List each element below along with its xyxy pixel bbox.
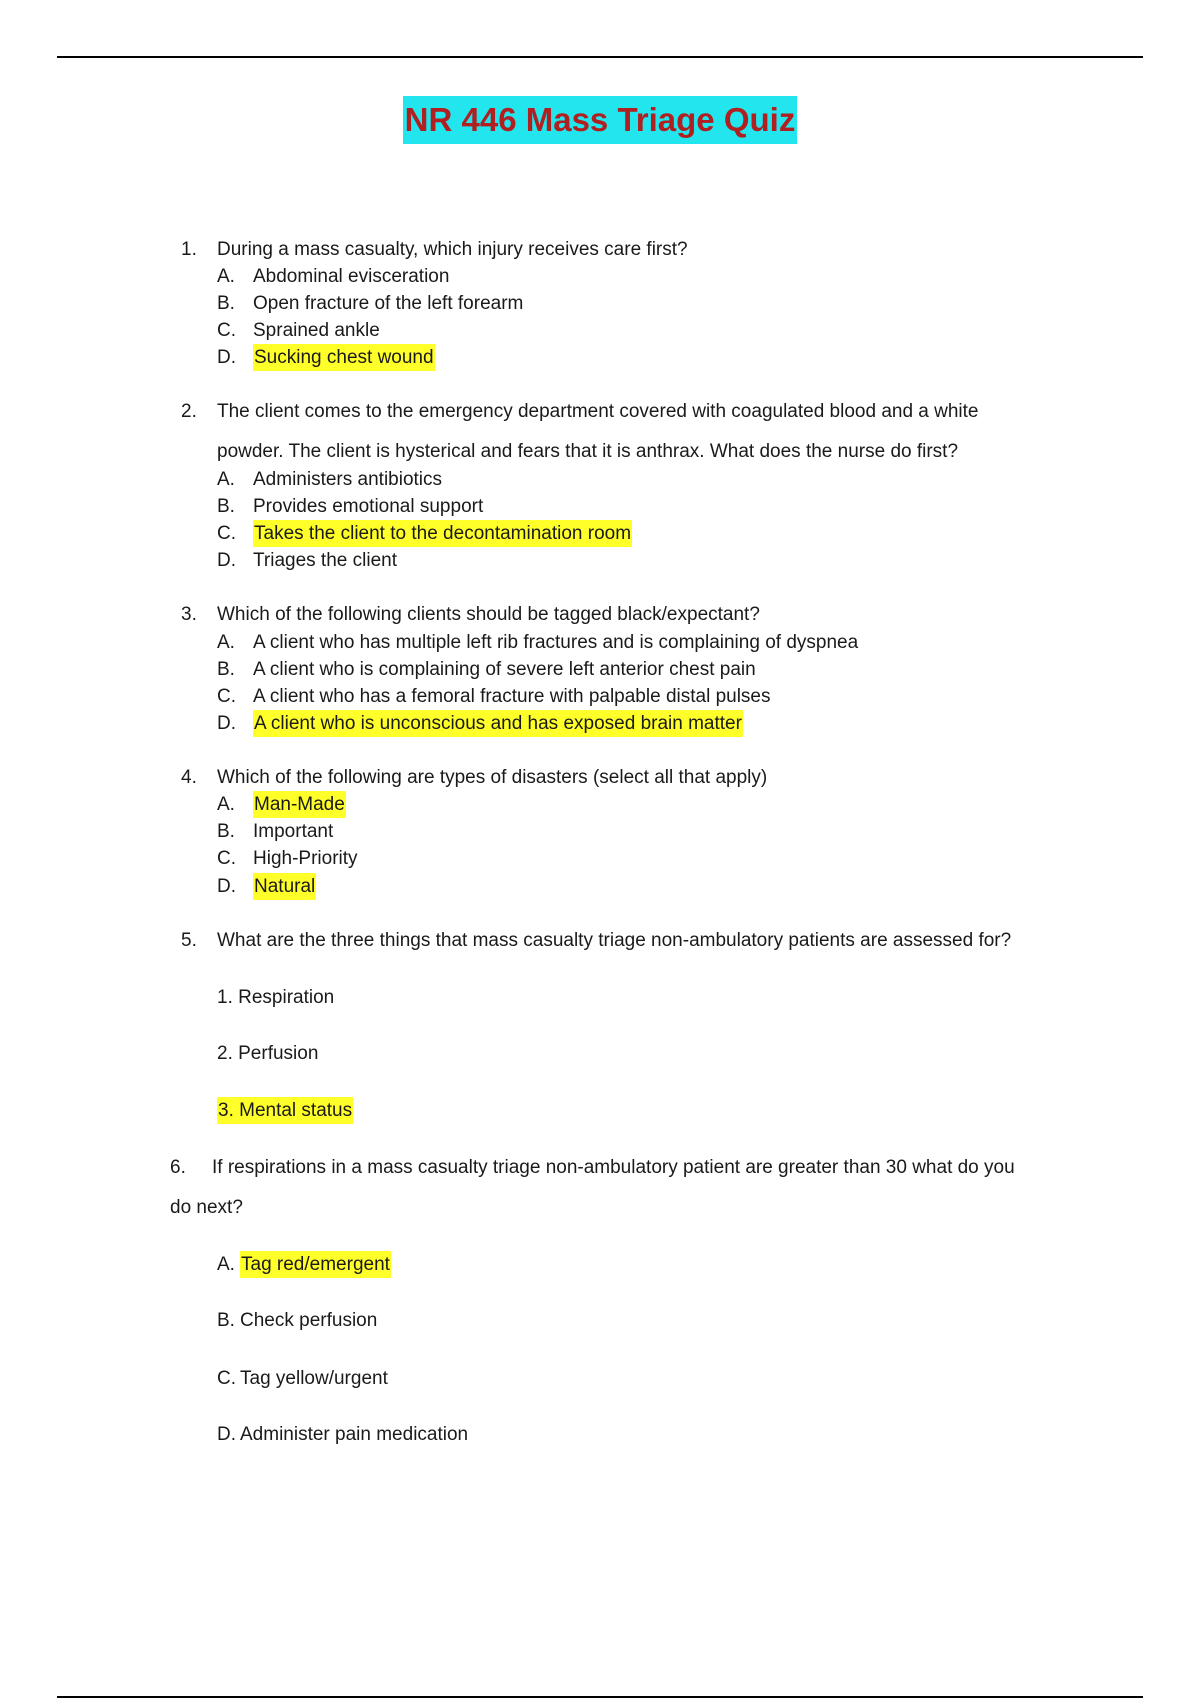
option-letter: C. [217, 848, 236, 869]
question-number: 3. [181, 604, 197, 625]
option-text: Provides emotional support [253, 496, 484, 517]
option-letter: A. [217, 632, 235, 653]
option-letter: A. [217, 469, 235, 490]
question-text: What are the three things that mass casualty triage non-ambulatory patients are assessed for? [217, 930, 1012, 951]
option-letter: B. [217, 293, 235, 314]
question-text: Which of the following clients should be tagged black/expectant? [217, 604, 760, 625]
option-letter: D. [217, 713, 236, 734]
question-text-line-1: If respirations in a mass casualty triage non-ambulatory patient are greater than 30 what do you [212, 1157, 1015, 1178]
question-number: 1. [181, 239, 197, 260]
question-text: During a mass casualty, which injury receives care first? [217, 239, 688, 260]
question-number: 6. [170, 1157, 186, 1178]
question-text-line-1: The client comes to the emergency department covered with coagulated blood and a white [217, 401, 979, 422]
question-text: Which of the following are types of disasters (select all that apply) [217, 767, 768, 788]
bottom-rule [57, 1696, 1143, 1698]
option-letter: D. [217, 347, 236, 368]
page-title: NR 446 Mass Triage Quiz [403, 96, 798, 144]
question-number: 5. [181, 930, 197, 951]
correct-answer-highlight: Tag red/emergent [240, 1251, 391, 1278]
correct-answer-highlight: 3. Mental status [217, 1097, 353, 1124]
option-text: A client who has multiple left rib fractures and is complaining of dyspnea [253, 632, 859, 653]
question-text-line-2: powder. The client is hysterical and fears that it is anthrax. What does the nurse do first? [217, 441, 959, 462]
option-text: A client who has a femoral fracture with palpable distal pulses [253, 686, 771, 707]
title-container [0, 96, 1200, 144]
option-letter: D. [217, 550, 236, 571]
option-text: A client who is complaining of severe left anterior chest pain [253, 659, 756, 680]
option-text: Open fracture of the left forearm [253, 293, 524, 314]
option-letter: C. [217, 523, 236, 544]
correct-answer-highlight: Sucking chest wound [253, 344, 435, 371]
option-letter: B. [217, 821, 235, 842]
question-number: 2. [181, 401, 197, 422]
option-text: Administer pain medication [240, 1424, 469, 1445]
correct-answer-highlight: A client who is unconscious and has exposed brain matter [253, 710, 743, 737]
correct-answer-highlight: Takes the client to the decontamination room [253, 520, 632, 547]
option-text: Sprained ankle [253, 320, 380, 341]
option-letter: D. [217, 876, 236, 897]
option-text: Triages the client [253, 550, 397, 571]
option-letter: C. [217, 686, 236, 707]
question-number: 4. [181, 767, 197, 788]
option-letter: B. [217, 659, 235, 680]
option-text: Check perfusion [240, 1310, 378, 1331]
option-letter: A. [217, 794, 235, 815]
option-letter: B. [217, 1310, 235, 1331]
option-text: High-Priority [253, 848, 358, 869]
correct-answer-highlight: Man-Made [253, 791, 346, 818]
answer-item: 2. Perfusion [217, 1043, 319, 1064]
correct-answer-highlight: Natural [253, 873, 316, 900]
option-letter: C. [217, 320, 236, 341]
option-letter: C. [217, 1368, 236, 1389]
option-letter: A. [217, 266, 235, 287]
option-letter: B. [217, 496, 235, 517]
option-text: Tag yellow/urgent [240, 1368, 388, 1389]
option-text: Administers antibiotics [253, 469, 443, 490]
question-text-line-2: do next? [170, 1197, 243, 1218]
top-rule [57, 56, 1143, 58]
option-text: Important [253, 821, 334, 842]
answer-item: 1. Respiration [217, 987, 335, 1008]
option-letter: D. [217, 1424, 236, 1445]
option-text: Abdominal evisceration [253, 266, 450, 287]
option-letter: A. [217, 1254, 235, 1275]
